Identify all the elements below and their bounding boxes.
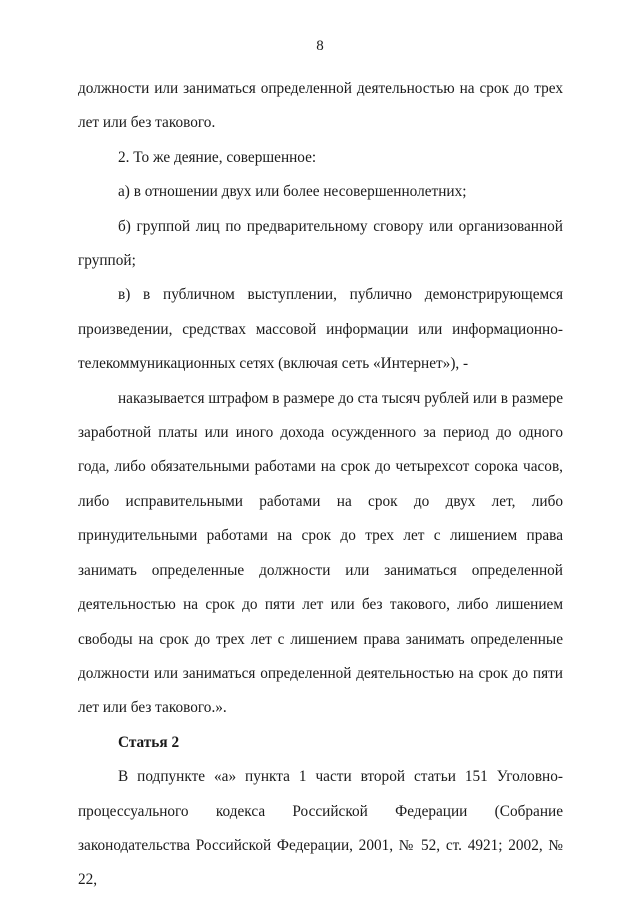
article-2-text: В подпункте «а» пункта 1 части второй статьи 151 Уголовно-процессуального кодекса Российской Федерации (Собрание законодательства Российской Федерации, 2001, № 52, ст. 4921; 2002, № 22,: [78, 768, 563, 889]
paragraph-penalty: наказывается штрафом в размере до ста тысяч рублей или в размере заработной платы или иного дохода осужденного за период до одного года, либо обязательными работами на срок до четырехсот сорока часов, либо исправительными работами на срок до двух лет, либо принудительными работами на срок до трех лет с лишением права занимать определенные должности или заниматься определенной деятельностью на срок до пяти лет или без такового, либо лишением свободы на срок до трех лет с лишением права занимать определенные должности или заниматься определенной деятельностью на срок до пяти лет или без такового.».: [78, 389, 563, 717]
page-number: 8: [316, 38, 324, 54]
paragraph-part-2: 2. То же деяние, совершенное:: [118, 148, 317, 166]
document-body: [78, 72, 563, 898]
paragraph-item-b: б) группой лиц по предварительному сговору или организованной группой;: [78, 217, 563, 270]
paragraph-continuation: должности или заниматься определенной деятельностью на срок до трех лет или без такового.: [78, 80, 563, 132]
paragraph-item-a: а) в отношении двух или более несовершеннолетних;: [118, 183, 467, 201]
article-heading: Статья 2: [118, 733, 180, 751]
paragraph-item-v: в) в публичном выступлении, публично демонстрирующемся произведении, средствах массовой информации или информационно-телекоммуникационных сетях (включая сеть «Интернет»), -: [78, 286, 563, 373]
